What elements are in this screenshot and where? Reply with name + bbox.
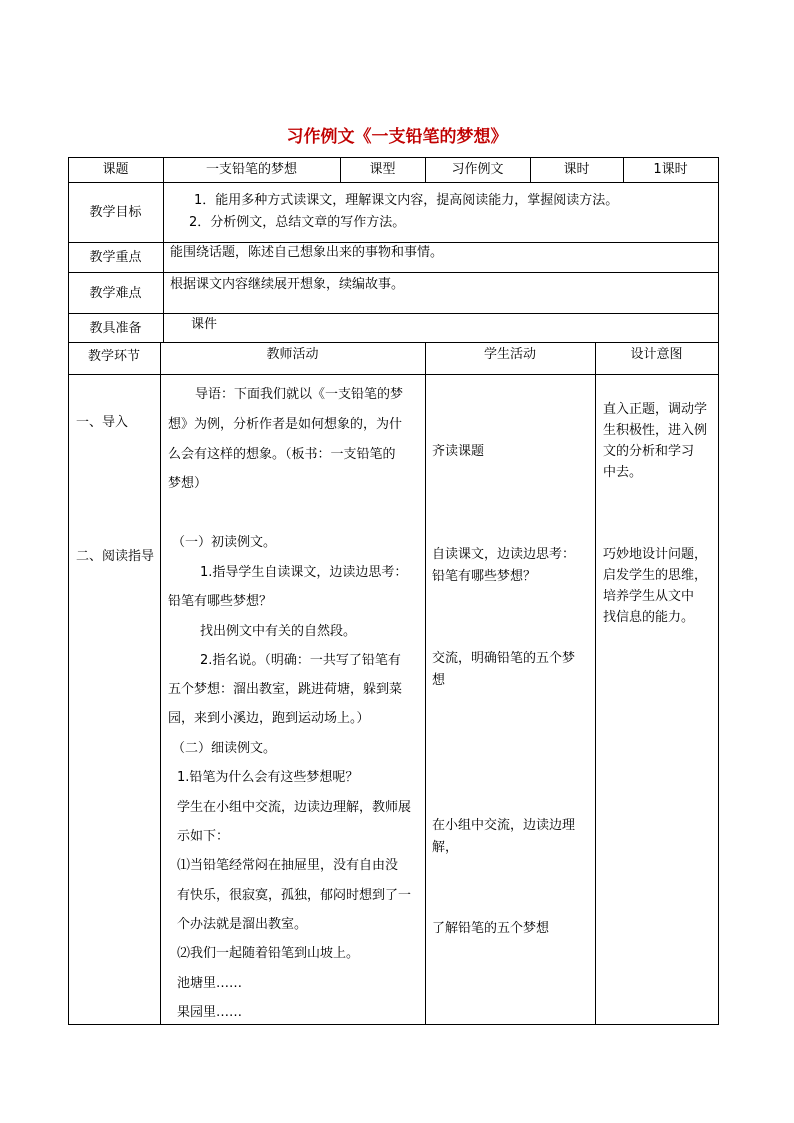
table-border-right (718, 157, 719, 1025)
teacher-line: 2.指名说。（明确：一共写了铅笔有 (200, 653, 401, 668)
course-value: 一支铅笔的梦想 (205, 162, 297, 177)
teacher-line: （一）初读例文。 (172, 535, 277, 550)
teacher-line: 找出例文中有关的自然段。 (200, 624, 357, 639)
difficulty-label: 教学难点 (89, 286, 142, 301)
teacher-line: 梦想） (168, 476, 208, 491)
table-rule (160, 342, 161, 1025)
type-label: 课型 (369, 162, 396, 177)
document-title: 习作例文《一支铅笔的梦想》 (286, 127, 508, 147)
teacher-line: 池塘里…… (177, 976, 243, 991)
student-line: 齐读课题 (432, 444, 485, 459)
design-line: 巧妙地设计问题， (603, 547, 708, 562)
col-design-header: 设计意图 (630, 347, 683, 362)
design-line: 直入正题，调动学 (603, 402, 708, 417)
teacher-line: 果园里…… (177, 1005, 243, 1020)
table-rule (425, 342, 426, 1025)
table-rule (68, 313, 719, 314)
phase-label: 一、导入 (76, 415, 129, 430)
teacher-line: ⑵我们一起随着铅笔到山坡上。 (177, 946, 360, 961)
teacher-line: ⑴当铅笔经常闷在抽屉里，没有自由没 (177, 858, 399, 873)
tools-value: 课件 (191, 317, 218, 332)
key-points-value: 能围绕话题，陈述自己想象出来的事物和事情。 (170, 245, 444, 260)
teacher-line: 个办法就是溜出教室。 (177, 917, 308, 932)
teacher-line: （二）细读例文。 (172, 741, 277, 756)
key-points-label: 教学重点 (89, 250, 142, 265)
student-line: 交流，明确铅笔的五个梦 (432, 651, 576, 666)
teacher-line: 1.铅笔为什么会有这些梦想呢？ (177, 770, 359, 785)
table-rule (163, 157, 164, 343)
design-line: 培养学生从文中 (603, 589, 695, 604)
student-line: 自读课文，边读边思考： (432, 547, 576, 562)
teacher-line: 1.指导学生自读课文，边读边思考： (200, 565, 408, 580)
table-rule (68, 342, 719, 343)
teacher-line: 导语：下面我们就以《一支铅笔的梦 (195, 387, 404, 402)
goal-item: 1．能用多种方式读课文，理解课文内容，提高阅读能力，掌握阅读方法。 (194, 193, 619, 208)
hours-value: 1课时 (653, 162, 688, 177)
design-line: 生积极性，进入例 (603, 423, 708, 438)
tools-label: 教具准备 (89, 321, 142, 336)
table-rule (68, 272, 719, 273)
difficulty-value: 根据课文内容继续展开想象，续编故事。 (170, 277, 405, 292)
table-border-bottom (68, 1024, 719, 1025)
type-value: 习作例文 (451, 162, 504, 177)
teacher-line: 么会有这样的想象。（板书：一支铅笔的 (168, 447, 396, 462)
design-line: 文的分析和学习 (603, 444, 695, 459)
table-rule (68, 374, 719, 375)
student-line: 解， (432, 840, 459, 855)
design-line: 启发学生的思维， (603, 568, 708, 583)
hours-label: 课时 (563, 162, 590, 177)
student-line: 在小组中交流，边读边理 (432, 818, 576, 833)
teacher-line: 园，来到小溪边，跑到运动场上。） (168, 711, 370, 726)
design-line: 中去。 (603, 465, 643, 480)
col-phase-header: 教学环节 (87, 349, 140, 364)
table-rule (68, 182, 719, 183)
teacher-line: 五个梦想：溜出教室，跳进荷塘，躲到菜 (168, 682, 403, 697)
student-line: 了解铅笔的五个梦想 (432, 921, 550, 936)
course-label: 课题 (102, 162, 129, 177)
design-line: 找信息的能力。 (603, 610, 695, 625)
goals-label: 教学目标 (89, 205, 142, 220)
student-line: 铅笔有哪些梦想？ (432, 569, 537, 584)
table-border-top (68, 157, 719, 158)
teacher-line: 有快乐，很寂寞，孤独，郁闷时想到了一 (177, 888, 412, 903)
student-line: 想 (432, 673, 446, 688)
teacher-line: 示如下： (177, 829, 230, 844)
teacher-line: 想》为例，分析作者是如何想象的，为什 (168, 417, 403, 432)
goal-item: 2．分析例文，总结文章的写作方法。 (189, 215, 406, 230)
table-rule (68, 242, 719, 243)
table-rule (595, 342, 596, 1025)
col-student-header: 学生活动 (483, 347, 536, 362)
col-teacher-header: 教师活动 (266, 347, 319, 362)
phase-label: 二、阅读指导 (76, 549, 155, 564)
teacher-line: 铅笔有哪些梦想？ (168, 594, 273, 609)
teacher-line: 学生在小组中交流，边读边理解，教师展 (177, 800, 412, 815)
